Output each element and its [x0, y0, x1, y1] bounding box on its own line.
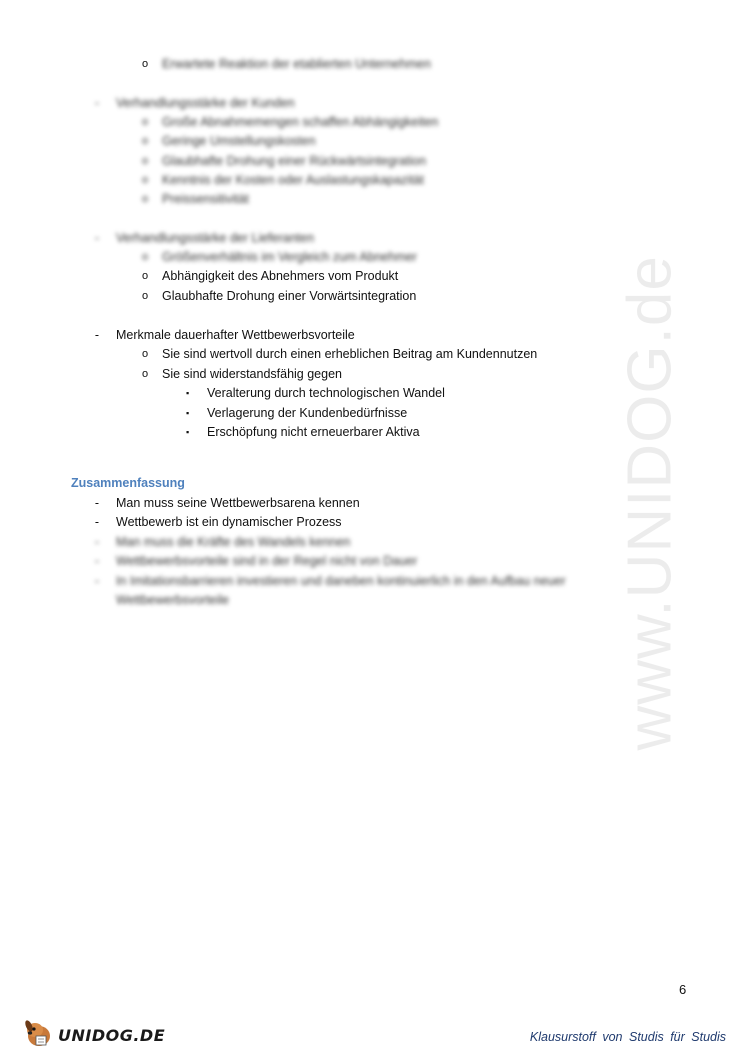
- bullet-dash: -: [94, 328, 100, 342]
- bullet-square: ▪: [186, 388, 190, 398]
- list-item: Größenverhältnis im Vergleich zum Abnehmer: [162, 250, 417, 264]
- bullet-circle: o: [142, 58, 149, 70]
- list-item: Man muss die Kräfte des Wandels kennen: [116, 535, 351, 549]
- brand-name: UNIDOG.DE: [58, 1026, 166, 1045]
- dog-mascot-icon: [22, 1014, 58, 1050]
- list-item: Geringe Umstellungskosten: [162, 134, 316, 148]
- brand-logo: [22, 1014, 166, 1050]
- list-item: Wettbewerb ist ein dynamischer Prozess: [116, 515, 342, 529]
- list-item: Große Abnahmemengen schaffen Abhängigkeiten: [162, 115, 439, 129]
- bullet-circle: o: [142, 348, 149, 360]
- bullet-dash: -: [94, 515, 100, 529]
- list-item: Kenntnis der Kosten oder Auslastungskapazität: [162, 173, 424, 187]
- bullet-dash: -: [94, 96, 100, 110]
- bullet-dash: -: [94, 496, 100, 510]
- list-item: Preissensitivität: [162, 192, 249, 206]
- list-item: Abhängigkeit des Abnehmers vom Produkt: [162, 269, 399, 283]
- list-item: Verlagerung der Kundenbedürfnisse: [207, 406, 408, 420]
- bullet-circle: o: [142, 116, 149, 128]
- list-item: Man muss seine Wettbewerbsarena kennen: [116, 496, 360, 510]
- watermark-text: www.UNIDOG.de: [615, 255, 685, 751]
- bullet-square: ▪: [186, 427, 190, 437]
- bullet-dash: -: [94, 535, 100, 549]
- list-item: Erschöpfung nicht erneuerbarer Aktiva: [207, 425, 420, 439]
- list-item: Wettbewerbsvorteile sind in der Regel nicht von Dauer: [116, 554, 418, 568]
- list-heading: Verhandlungsstärke der Lieferanten: [116, 231, 315, 245]
- list-item: Sie sind wertvoll durch einen erheblichen Beitrag am Kundennutzen: [162, 347, 538, 361]
- bullet-circle: o: [142, 135, 149, 147]
- list-heading: Verhandlungsstärke der Kunden: [116, 96, 295, 110]
- list-item: Glaubhafte Drohung einer Rückwärtsintegration: [162, 154, 427, 168]
- list-item: Sie sind widerstandsfähig gegen: [162, 367, 342, 381]
- page-number: 6: [679, 982, 687, 997]
- bullet-circle: o: [142, 290, 149, 302]
- bullet-dash: -: [94, 231, 100, 245]
- bullet-circle: o: [142, 270, 149, 282]
- bullet-dash: -: [94, 574, 100, 588]
- list-item-continuation: Wettbewerbsvorteile: [116, 593, 230, 607]
- list-heading: Merkmale dauerhafter Wettbewerbsvorteile: [116, 328, 355, 342]
- bullet-dash: -: [94, 554, 100, 568]
- list-item: In Imitationsbarrieren investieren und daneben kontinuierlich in den Aufbau neuer: [116, 574, 566, 588]
- list-item: Glaubhafte Drohung einer Vorwärtsintegration: [162, 289, 417, 303]
- bullet-circle: o: [142, 251, 149, 263]
- footer-tagline: Klausurstoff von Studis für Studis: [529, 1030, 726, 1044]
- bullet-circle: o: [142, 368, 149, 380]
- bullet-circle: o: [142, 155, 149, 167]
- bullet-square: ▪: [186, 408, 190, 418]
- bullet-circle: o: [142, 174, 149, 186]
- list-item: Veralterung durch technologischen Wandel: [207, 386, 445, 400]
- list-item: Erwartete Reaktion der etablierten Unternehmen: [162, 57, 431, 71]
- bullet-circle: o: [142, 193, 149, 205]
- section-heading: Zusammenfassung: [71, 476, 185, 490]
